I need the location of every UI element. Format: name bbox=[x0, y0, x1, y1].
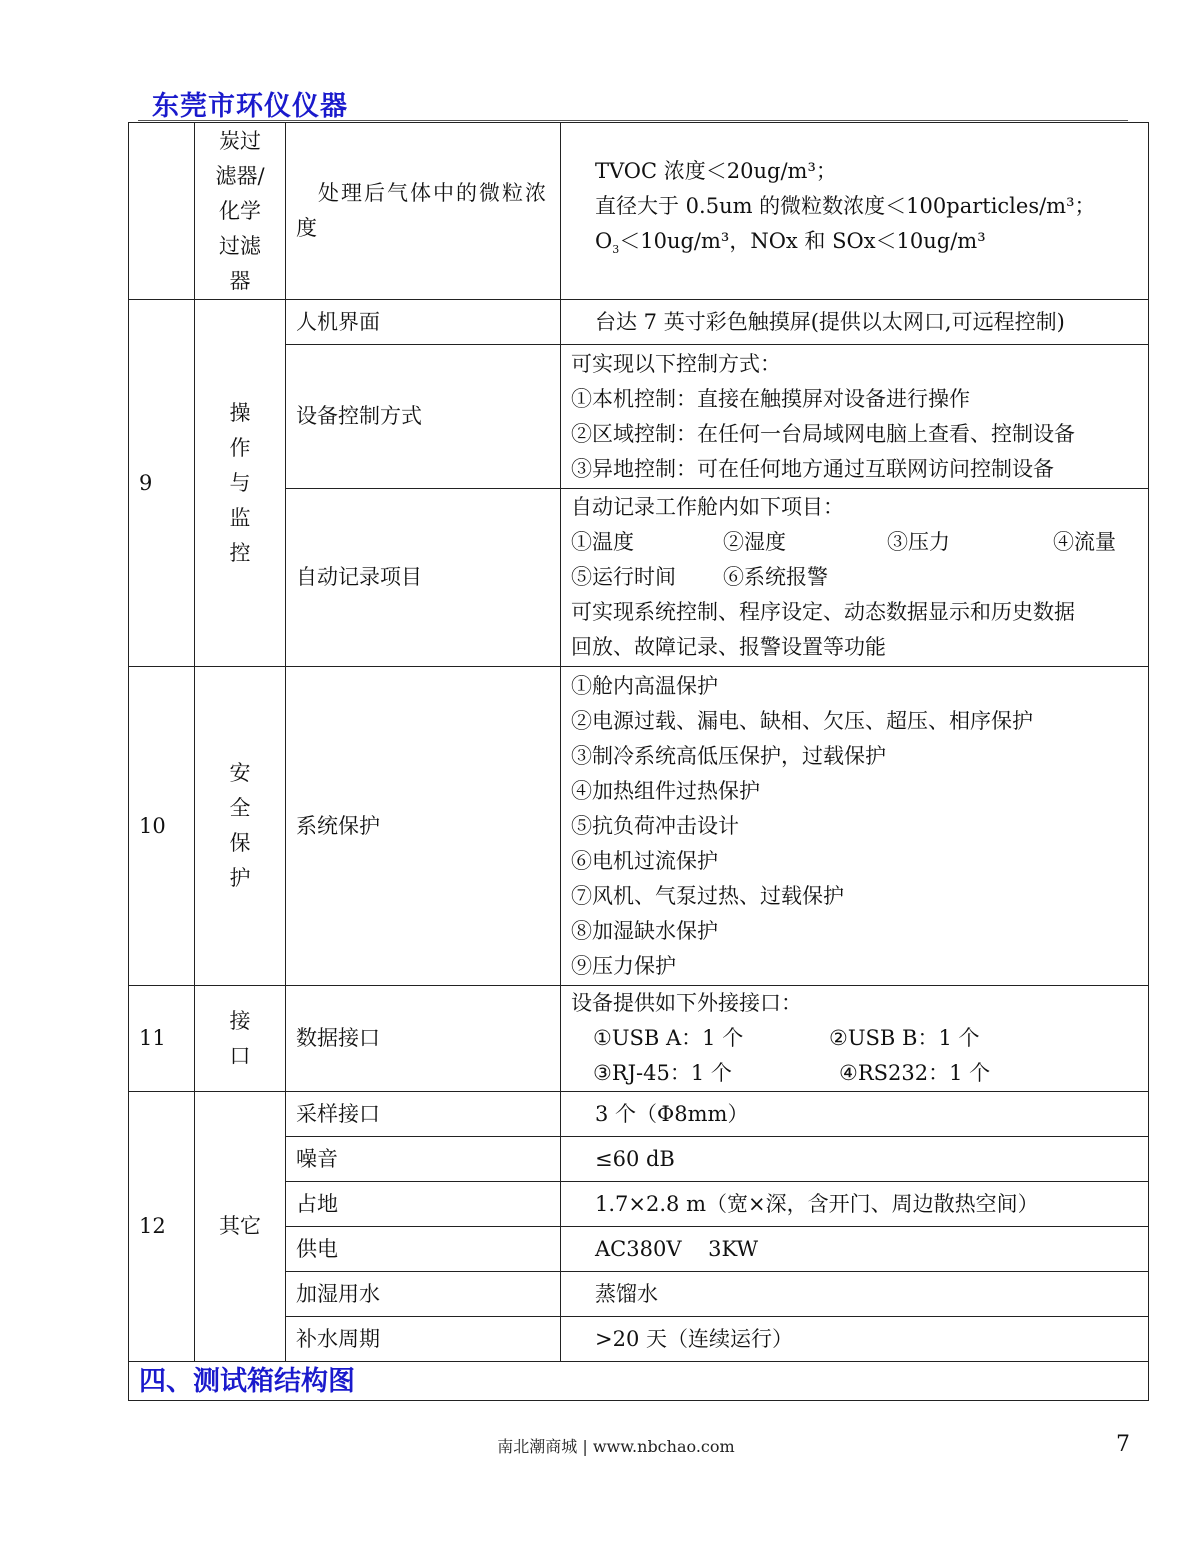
value-cell bbox=[561, 345, 1149, 489]
item-cell: 占地 bbox=[286, 1182, 561, 1227]
category-cell bbox=[195, 986, 286, 1092]
value-line: 回放、故障记录、报警设置等功能 bbox=[571, 635, 886, 659]
value-line: 可实现系统控制、程序设定、动态数据显示和历史数据 bbox=[571, 600, 1075, 624]
value-line bbox=[571, 560, 1138, 595]
row-number: 11 bbox=[129, 986, 195, 1092]
value-cell: 3 个（Φ8mm） bbox=[561, 1092, 1149, 1137]
category-text: 滤器/ bbox=[215, 163, 265, 188]
value-cell bbox=[561, 986, 1149, 1092]
value-chip: ⑥系统报警 bbox=[723, 565, 828, 589]
item-cell: 自动记录项目 bbox=[286, 489, 561, 667]
table-row bbox=[129, 123, 1149, 300]
header-rule bbox=[138, 120, 1128, 121]
value-line: ②电源过载、漏电、缺相、欠压、超压、相序保护 bbox=[571, 708, 1033, 733]
item-cell: 系统保护 bbox=[286, 667, 561, 986]
value-line: ①舱内高温保护 bbox=[571, 673, 718, 698]
value-line: ⑦风机、气泵过热、过载保护 bbox=[571, 883, 844, 908]
item-cell: 设备控制方式 bbox=[286, 345, 561, 489]
value-line: ⑥电机过流保护 bbox=[571, 848, 718, 873]
value-line bbox=[571, 1056, 1138, 1091]
value-line: 设备提供如下外接接口： bbox=[571, 991, 802, 1015]
value-cell: AC380V 3KW bbox=[561, 1227, 1149, 1272]
value-chip: ⑤运行时间 bbox=[571, 565, 676, 589]
value-cell: 1.7×2.8 m（宽×深，含开门、周边散热空间） bbox=[561, 1182, 1149, 1227]
value-chip: ②湿度 bbox=[723, 530, 786, 554]
value-line bbox=[595, 224, 1138, 267]
value-line: ②区域控制：在任何一台局域网电脑上查看、控制设备 bbox=[571, 421, 1075, 446]
value-line: ③制冷系统高低压保护，过载保护 bbox=[571, 743, 886, 768]
value-cell bbox=[561, 123, 1149, 300]
value-chip: ③RJ-45：1 个 bbox=[593, 1061, 732, 1085]
section-title: 四、测试箱结构图 bbox=[129, 1362, 1149, 1401]
row-number: 10 bbox=[129, 667, 195, 986]
category-text: 口 bbox=[229, 1043, 251, 1068]
item-cell: 人机界面 bbox=[286, 300, 561, 345]
value-chip: ②USB B：1 个 bbox=[829, 1026, 980, 1050]
row-number: 12 bbox=[129, 1092, 195, 1362]
o3-subscript: 3 bbox=[612, 243, 620, 257]
o3-prefix: O bbox=[595, 229, 613, 254]
value-cell: 蒸馏水 bbox=[561, 1272, 1149, 1317]
value-cell: 台达 7 英寸彩色触摸屏(提供以太网口,可远程控制) bbox=[561, 300, 1149, 345]
category-text: 监 bbox=[229, 505, 251, 530]
value-chip: ①USB A：1 个 bbox=[593, 1026, 744, 1050]
item-cell: 噪音 bbox=[286, 1137, 561, 1182]
row-number bbox=[129, 123, 195, 300]
item-cell: 数据接口 bbox=[286, 986, 561, 1092]
value-chip: ①温度 bbox=[571, 530, 634, 554]
value-line bbox=[571, 525, 1138, 560]
value-cell bbox=[561, 489, 1149, 667]
value-chip: ③压力 bbox=[887, 530, 950, 554]
row-number: 9 bbox=[129, 300, 195, 667]
value-line: 直径大于 0.5um 的微粒数浓度＜100particles/m³； bbox=[595, 194, 1096, 219]
value-line: TVOC 浓度＜20ug/m³； bbox=[595, 159, 837, 184]
value-line: ⑤抗负荷冲击设计 bbox=[571, 813, 739, 838]
value-line: ⑨压力保护 bbox=[571, 953, 676, 978]
category-text: 操 bbox=[229, 400, 251, 425]
category-text: 化学 bbox=[219, 198, 261, 223]
value-cell: >20 天（连续运行） bbox=[561, 1317, 1149, 1362]
category-text: 炭过 bbox=[219, 128, 261, 153]
page-number: 7 bbox=[1116, 1432, 1130, 1457]
footer-site: 南北潮商城 | www.nbchao.com bbox=[497, 1437, 735, 1456]
value-line bbox=[571, 1021, 1138, 1056]
spec-table bbox=[128, 122, 1149, 1401]
category-text: 过滤 bbox=[219, 233, 261, 258]
value-line: ④加热组件过热保护 bbox=[571, 778, 760, 803]
item-cell: 采样接口 bbox=[286, 1092, 561, 1137]
category-text: 与 bbox=[229, 470, 251, 495]
table-row bbox=[129, 1362, 1149, 1401]
item-cell: 供电 bbox=[286, 1227, 561, 1272]
item-text: 处理后气体中的微粒浓度 bbox=[296, 181, 548, 240]
item-cell bbox=[286, 123, 561, 300]
item-cell: 补水周期 bbox=[286, 1317, 561, 1362]
o3-rest: ＜10ug/m³，NOx 和 SOx＜10ug/m³ bbox=[619, 229, 986, 254]
category-text: 接 bbox=[229, 1008, 251, 1033]
category-cell bbox=[195, 667, 286, 986]
category-text: 控 bbox=[229, 540, 251, 565]
value-line: ③异地控制：可在任何地方通过互联网访问控制设备 bbox=[571, 456, 1054, 481]
value-line: ⑧加湿缺水保护 bbox=[571, 918, 718, 943]
category-text: 护 bbox=[229, 866, 251, 890]
value-chip: ④RS232：1 个 bbox=[839, 1061, 991, 1085]
category-cell bbox=[195, 123, 286, 300]
category-text: 作 bbox=[229, 435, 251, 460]
category-text: 器 bbox=[229, 268, 251, 293]
table-row bbox=[129, 1092, 1149, 1137]
item-cell: 加湿用水 bbox=[286, 1272, 561, 1317]
category-text: 保 bbox=[229, 831, 251, 855]
value-chip: ④流量 bbox=[1053, 530, 1116, 554]
value-line: 自动记录工作舱内如下项目： bbox=[571, 495, 844, 519]
table-row bbox=[129, 986, 1149, 1092]
category-text: 安 bbox=[229, 761, 251, 785]
value-cell: ≤60 dB bbox=[561, 1137, 1149, 1182]
company-header: 东莞市环仪仪器 bbox=[152, 91, 348, 122]
category-text: 全 bbox=[229, 796, 251, 820]
value-line: ①本机控制：直接在触摸屏对设备进行操作 bbox=[571, 386, 970, 411]
value-line: 可实现以下控制方式： bbox=[571, 351, 781, 376]
table-row bbox=[129, 667, 1149, 986]
category-cell bbox=[195, 300, 286, 667]
category-cell: 其它 bbox=[195, 1092, 286, 1362]
value-cell bbox=[561, 667, 1149, 986]
table-row bbox=[129, 300, 1149, 345]
